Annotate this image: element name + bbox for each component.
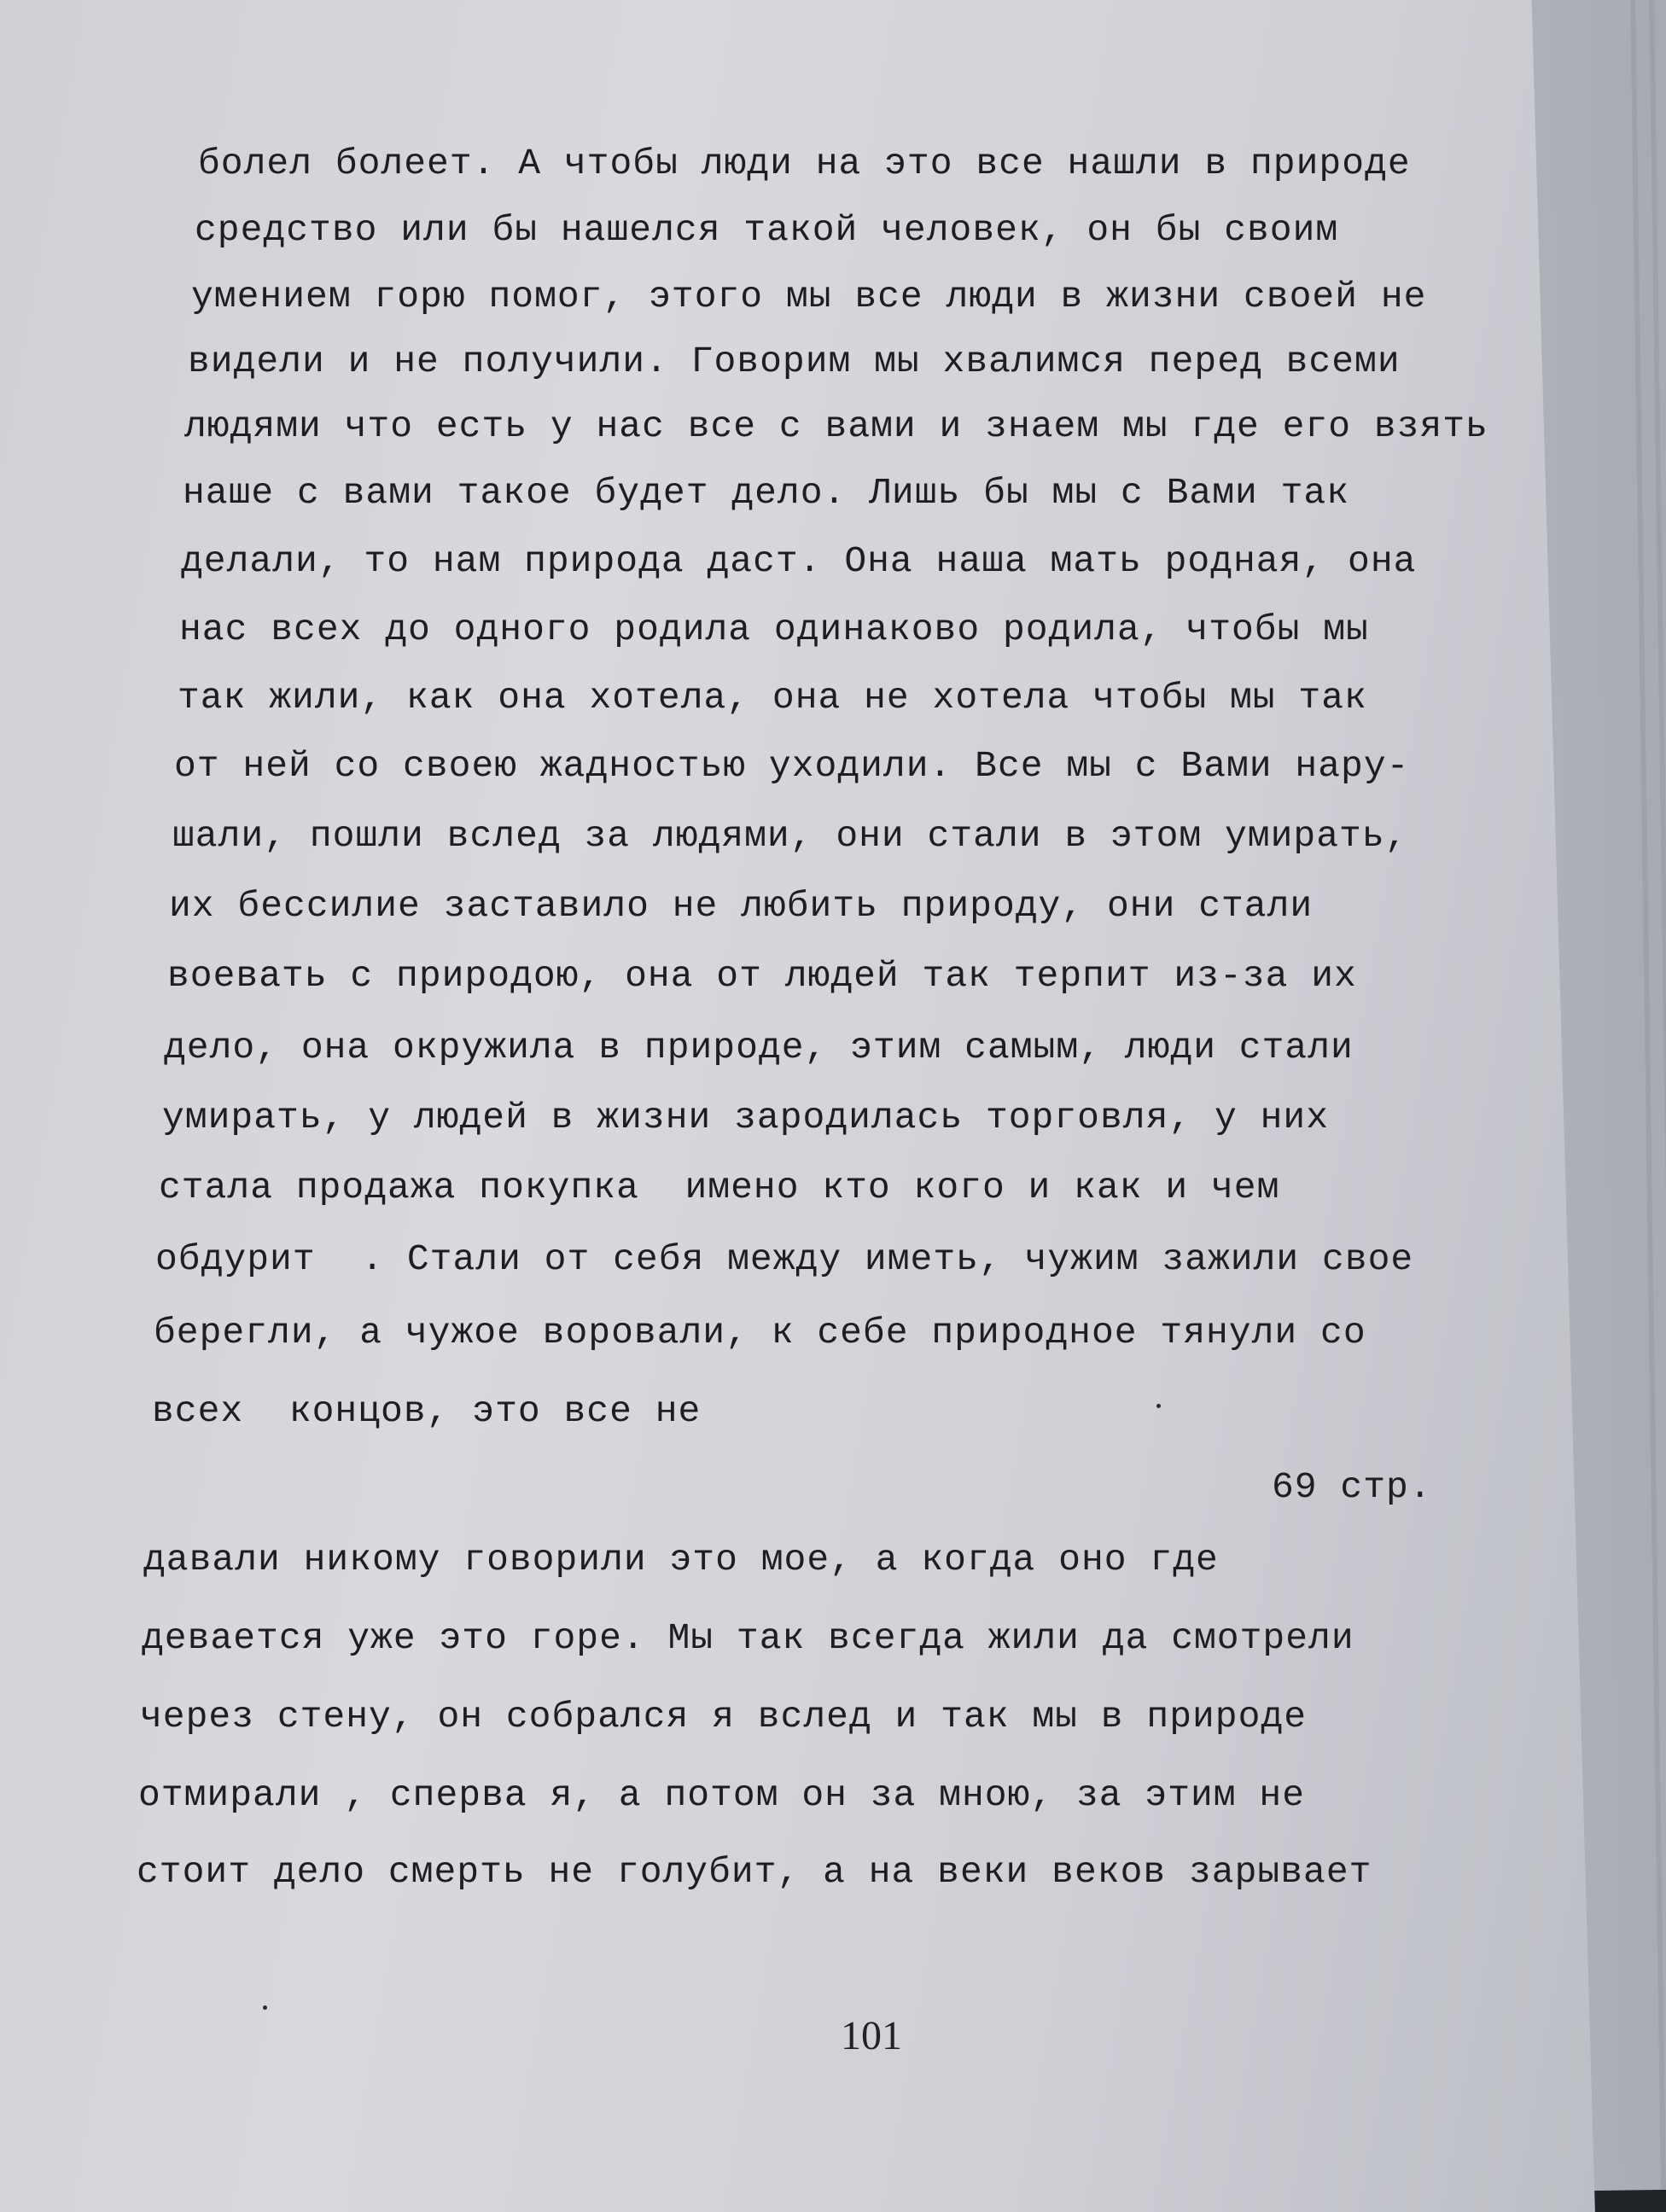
text-line: так жили, как она хотела, она не хотела чтобы мы так [178,677,1367,719]
text-line: умением горю помог, этого мы все люди в жизни своей не [191,276,1427,317]
text-line: от ней со своею жадностью уходили. Все мы с Вами нару- [174,745,1410,787]
text-line: всех концов, это все не [152,1390,702,1432]
text-line: их бессилие заставило не любить природу, они стали [169,885,1314,927]
page-number: 101 [841,2013,902,2058]
text-line: стала продажа покупка имено кто кого и как и чем [159,1167,1280,1208]
text-line: девается уже это горе. Мы так всегда жили да смотрели [142,1617,1354,1659]
ink-speck [263,2005,267,2010]
text-line: средство или бы нашелся такой человек, он бы своим [195,209,1339,251]
text-line: берегли, а чужое воровали, к себе природное тянули со [154,1312,1366,1353]
ink-speck [1156,1404,1161,1408]
text-line: нас всех до одного родила одинаково родила, чтобы мы [179,608,1369,650]
text-line: умирать, у людей в жизни зародилась торговля, у них [162,1097,1330,1138]
text-line: делали, то нам природа даст. Она наша мать родная, она [181,540,1417,582]
text-line: отмирали , сперва я, а потом он за мною, за этим не [138,1774,1306,1816]
text-line: шали, пошли вслед за людями, они стали в этом умирать, [172,815,1408,857]
text-line: давали никому говорили это мое, а когда оно где [143,1539,1219,1580]
text-line: людями что есть у нас все с вами и знаем мы где его взять [184,405,1488,447]
text-line: наше с вами такое будет дело. Лишь бы мы с Вами так [183,472,1350,514]
text-line: видели и не получили. Говорим мы хвалимся перед всеми [188,341,1401,382]
text-line: дело, она окружила в природе, этим самым, люди стали [164,1027,1354,1068]
text-line: воевать с природою, она от людей так терпит из-за их [167,955,1357,997]
text-line: стоит дело смерть не голубит, а на веки веков зарывает [137,1851,1372,1893]
text-line: болел болеет. А чтобы люди на это все нашли в природе [198,143,1411,184]
page-reference: 69 стр. [1272,1466,1432,1508]
text-line: обдурит . Стали от себя между иметь, чужим зажили свое [155,1238,1414,1280]
text-line: через стену, он собрался я вслед и так мы в природе [140,1696,1308,1738]
